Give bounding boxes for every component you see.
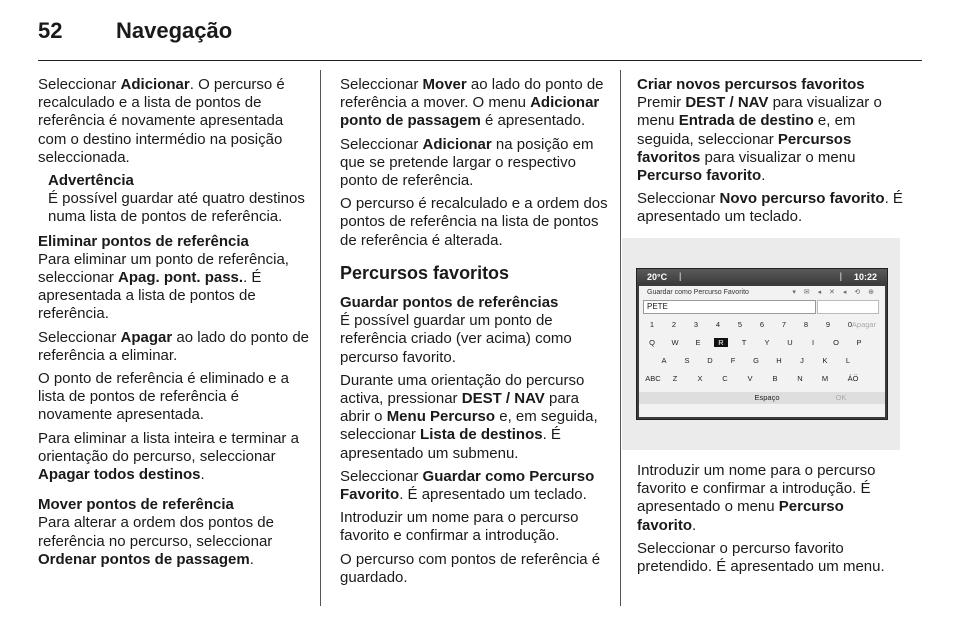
- column-2: [340, 76, 608, 592]
- keyboard-key[interactable]: L: [845, 356, 851, 365]
- section-heading: Guardar pontos de referências: [340, 294, 559, 312]
- paragraph: Introduzir um nome para o percurso favorito e confirmar a introdução. É apresentado o menu Percurso favorito.: [637, 462, 876, 534]
- input-extension: [817, 300, 879, 314]
- keyboard-key[interactable]: 9: [825, 320, 831, 329]
- paragraph: Seleccionar Adicionar. O percurso é recalculado e a lista de pontos de referência é novamente apresentada com o destino intermédio na posição seleccionada.: [38, 76, 285, 166]
- keyboard-key[interactable]: J: [800, 356, 804, 365]
- keyboard-key[interactable]: Z: [672, 374, 678, 383]
- keyboard-key[interactable]: E: [695, 338, 701, 347]
- paragraph: Seleccionar Apagar ao lado do ponto de referência a eliminar.: [38, 328, 310, 364]
- section-heading: Eliminar pontos de referência: [38, 232, 249, 250]
- paragraph: Premir DEST / NAV para visualizar o menu Entrada de destino e, em seguida, seleccionar Percursos favoritos para visualizar o menu Percurso favorito.: [637, 94, 882, 185]
- clock-readout: 10:22: [853, 272, 877, 282]
- temperature-readout: 20°C: [647, 272, 668, 282]
- name-input[interactable]: PETE: [643, 300, 816, 314]
- keyboard-key[interactable]: 3: [693, 320, 699, 329]
- screen-title: Guardar como Percurso Favorito: [647, 289, 749, 296]
- paragraph: O percurso é recalculado e a ordem dos pontos de referência na lista de pontos de referência é alterada.: [340, 195, 608, 249]
- keyboard-key[interactable]: H: [776, 356, 782, 365]
- header-rule: [38, 60, 922, 61]
- paragraph: Seleccionar Mover ao lado do ponto de referência a mover. O menu Adicionar ponto de passagem é apresentado.: [340, 76, 604, 130]
- paragraph: Para eliminar um ponto de referência, seleccionar Apag. pont. pass.. É apresentada a lista de pontos de referência.: [38, 250, 289, 323]
- keyboard-key[interactable]: N: [797, 374, 803, 383]
- section-heading: Criar novos percursos favoritos: [637, 76, 865, 93]
- page-number: 52: [38, 18, 63, 43]
- keyboard-panel: [639, 286, 885, 417]
- keyboard-key[interactable]: 1: [649, 320, 655, 329]
- paragraph: Seleccionar Adicionar na posição em que se pretende largar o respectivo ponto de referência.: [340, 135, 594, 190]
- divider-icon: |: [679, 271, 682, 281]
- keyboard-key[interactable]: P: [856, 338, 862, 347]
- note: [38, 172, 310, 227]
- column-divider: [620, 70, 621, 606]
- keyboard-key[interactable]: ÁÖ: [847, 374, 859, 383]
- ok-key[interactable]: OK: [835, 393, 847, 402]
- note-title: Advertência: [48, 172, 134, 190]
- space-key[interactable]: Espaço: [754, 393, 780, 402]
- paragraph: Seleccionar Novo percurso favorito. É apresentado um teclado.: [637, 190, 903, 226]
- keyboard-key[interactable]: F: [730, 356, 736, 365]
- column-divider: [320, 70, 321, 606]
- keyboard-key[interactable]: D: [707, 356, 713, 365]
- keyboard-key[interactable]: W: [671, 338, 679, 347]
- column-1: [38, 76, 310, 574]
- paragraph: O ponto de referência é eliminado e a lista de pontos de referência é novamente apresentada.: [38, 370, 289, 424]
- keyboard-key[interactable]: ABC: [645, 374, 661, 383]
- keyboard-key[interactable]: 6: [759, 320, 765, 329]
- keyboard-key[interactable]: A: [661, 356, 667, 365]
- keyboard-key[interactable]: 5: [737, 320, 743, 329]
- column-3-lower: [637, 462, 905, 581]
- keyboard-key[interactable]: 0: [847, 320, 853, 329]
- keyboard-key[interactable]: V: [747, 374, 753, 383]
- paragraph: Seleccionar o percurso favorito pretendido. É apresentado um menu.: [637, 539, 885, 576]
- keyboard-key[interactable]: T: [741, 338, 747, 347]
- keyboard-key[interactable]: K: [822, 356, 828, 365]
- divider-icon: |: [839, 271, 842, 281]
- paragraph: É possível guardar um ponto de referência criado (ver acima) como percurso favorito.: [340, 312, 572, 366]
- paragraph: Para eliminar a lista inteira e terminar a orientação do percurso, seleccionar Apagar todos destinos.: [38, 429, 299, 484]
- keyboard-key[interactable]: C: [722, 374, 728, 383]
- status-icons: ▾ ✉ ◂ ✕ ◂ ⟲ ⊕: [792, 289, 877, 296]
- keyboard-key[interactable]: I: [811, 338, 815, 347]
- paragraph: Seleccionar Guardar como Percurso Favorito. É apresentado um teclado.: [340, 467, 595, 504]
- delete-key[interactable]: Apagar: [851, 320, 877, 329]
- paragraph: O percurso com pontos de referência é guardado.: [340, 550, 601, 586]
- infotainment-screen: [636, 268, 888, 420]
- paragraph: Introduzir um nome para o percurso favorito e confirmar a introdução.: [340, 509, 579, 545]
- page-title: Navegação: [116, 18, 233, 43]
- section-title: Percursos favoritos: [340, 262, 510, 283]
- keyboard-key[interactable]: X: [697, 374, 703, 383]
- bottom-row: [639, 392, 885, 404]
- keyboard-key[interactable]: 2: [671, 320, 677, 329]
- keyboard-screenshot: [622, 238, 900, 450]
- keyboard-key[interactable]: S: [684, 356, 690, 365]
- section-heading: Mover pontos de referência: [38, 496, 234, 514]
- column-3: [637, 76, 905, 232]
- paragraph: Para alterar a ordem dos pontos de referência no percurso, seleccionar Ordenar pontos de passagem.: [38, 514, 274, 568]
- status-bar: [637, 269, 887, 285]
- keyboard-key[interactable]: 7: [781, 320, 787, 329]
- keyboard-key[interactable]: Y: [764, 338, 770, 347]
- keyboard-key[interactable]: 4: [715, 320, 721, 329]
- keyboard-key[interactable]: O: [833, 338, 839, 347]
- keyboard-key[interactable]: B: [772, 374, 778, 383]
- keyboard-key[interactable]: R: [714, 338, 728, 347]
- note-text: É possível guardar até quatro destinos numa lista de pontos de referência.: [48, 190, 305, 226]
- paragraph: Durante uma orientação do percurso activa, pressionar DEST / NAV para abrir o Menu Percurso e, em seguida, seleccionar Lista de destinos. É apresentado um submenu.: [340, 371, 598, 462]
- keyboard-key[interactable]: U: [787, 338, 793, 347]
- keyboard-key[interactable]: 8: [803, 320, 809, 329]
- keyboard-key[interactable]: G: [753, 356, 759, 365]
- keyboard-key[interactable]: M: [821, 374, 829, 383]
- keyboard-key[interactable]: Q: [649, 338, 655, 347]
